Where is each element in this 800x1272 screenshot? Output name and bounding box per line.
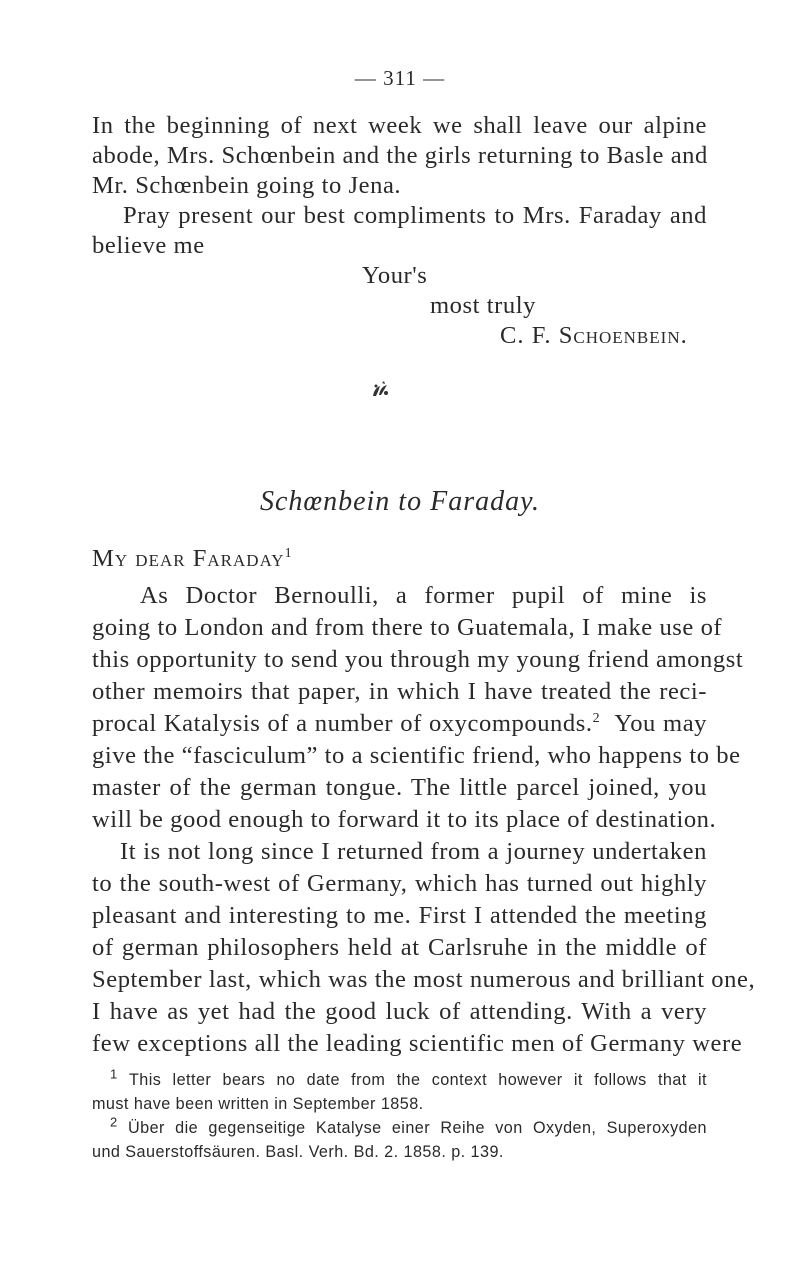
footnote-2-mark: 2 [110,1114,118,1130]
letter1-line-1: In the beginning of next week we shall leave our alpine [92,112,707,139]
footnote-ref-1: 1 [284,545,293,561]
letter2-line-4: other memoirs that paper, in which I have treated the reci- [92,678,707,705]
footnote-1-text: This letter bears no date from the context however it follows that it [128,1071,707,1089]
letter2-line-2: going to London and from there to Guatemala, I make use of [92,614,723,641]
footnote-ref-2: 2 [592,710,601,726]
letter2-line-13: September last, which was the most numerous and brilliant one, [92,966,756,993]
letter2-line-5-text: procal Katalysis of a number of oxycompounds. [92,710,593,737]
footnote-1-line-2: must have been written in September 1858. [92,1095,424,1113]
footnote-1-mark: 1 [110,1066,118,1082]
letter2-line-11: pleasant and interesting to me. First I attended the meeting [92,902,707,929]
closing-most-truly: most truly [430,292,536,319]
letter2-line-10: to the south-west of Germany, which has turned out highly [92,870,707,897]
ornament-icon [370,378,392,400]
letter-heading: Schœnbein to Faraday. [260,486,540,517]
footnote-2-line-1 [110,1114,708,1138]
letter2-line-14: I have as yet had the good luck of attending. With a very [92,998,707,1025]
page-number: — 311 — [354,66,446,90]
letter2-line-12: of german philosophers held at Carlsruhe in the middle of [92,934,707,961]
signature: C. F. Schoenbein. [500,322,688,349]
letter1-line-2: abode, Mrs. Schœnbein and the girls returning to Basle and [92,142,708,169]
letter2-line-5-tail: You may [614,710,708,737]
letter1-line-5: believe me [92,232,205,259]
salutation-text: My dear Faraday [92,545,285,572]
footnote-2-text: Über die gegenseitige Katalyse einer Reihe von Oxyden, Superoxyden [127,1119,708,1137]
letter2-line-8: will be good enough to forward it to its place of destination. [92,806,717,833]
footnote-2-line-2: und Sauerstoffsäuren. Basl. Verh. Bd. 2. 1858. p. 139. [92,1143,504,1161]
letter2-line-1: As Doctor Bernoulli, a former pupil of mine is [140,582,707,609]
letter2-line-7: master of the german tongue. The little parcel joined, you [92,774,707,801]
footnote-1-line-1 [110,1066,707,1090]
closing-your-s: Your's [362,262,428,289]
salutation [92,545,292,573]
letter2-line-6: give the “fasciculum” to a scientific friend, who happens to be [92,742,741,769]
letter1-line-4: Pray present our best compliments to Mrs. Faraday and [123,202,707,229]
letter2-line-15: few exceptions all the leading scientific men of Germany were [92,1030,743,1057]
letter2-line-5 [92,710,707,738]
letter2-line-3: this opportunity to send you through my young friend amongst [92,646,744,673]
letter2-line-9: It is not long since I returned from a journey undertaken [120,838,707,865]
letter1-line-3: Mr. Schœnbein going to Jena. [92,172,402,199]
